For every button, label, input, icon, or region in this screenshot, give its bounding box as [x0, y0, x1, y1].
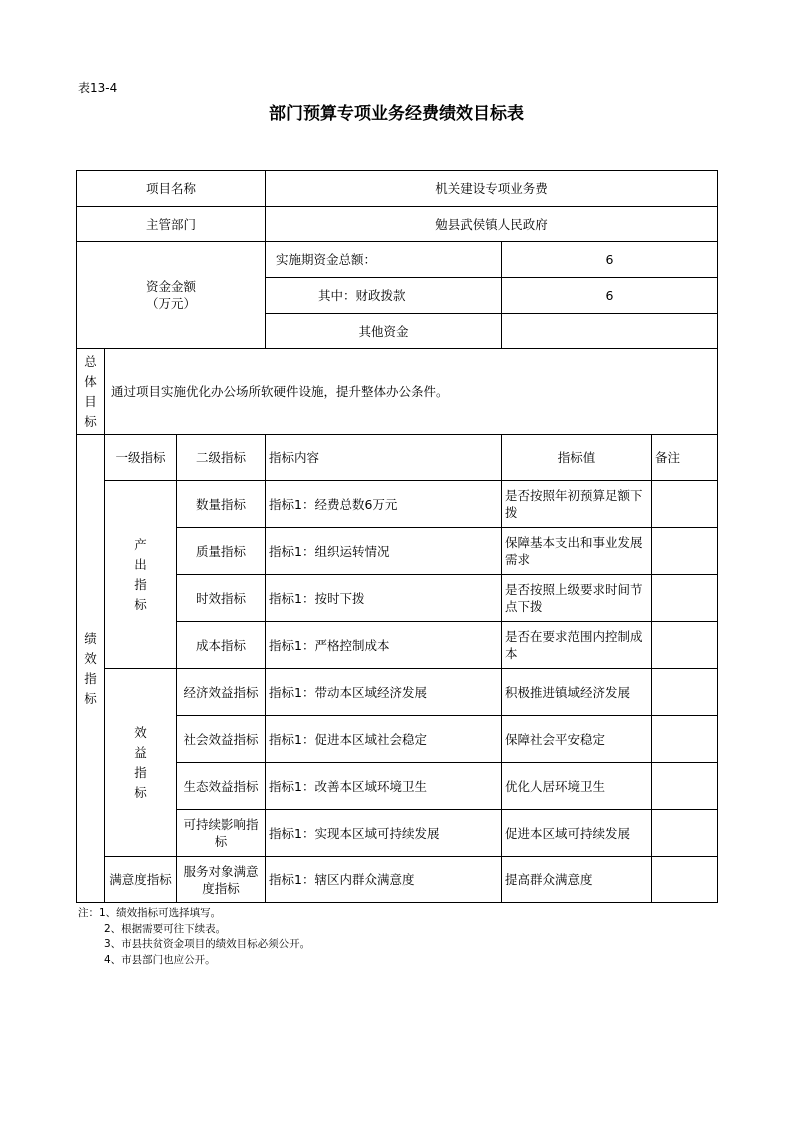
indicator-content: 指标1：改善本区域环境卫生 [266, 763, 502, 810]
performance-indicator-label [77, 435, 105, 903]
indicator-remark [652, 481, 718, 528]
fund-fiscal-value: 6 [502, 278, 718, 314]
header-level2: 二级指标 [177, 435, 266, 481]
indicator-value: 优化人居环境卫生 [502, 763, 652, 810]
department-label: 主管部门 [77, 207, 266, 242]
overall-target-row [77, 349, 718, 435]
indicator-content: 指标1：经费总数6万元 [266, 481, 502, 528]
indicator-content: 指标1：带动本区域经济发展 [266, 669, 502, 716]
fund-amount-label-line2: （万元） [146, 296, 197, 311]
department-row [77, 207, 718, 242]
indicator-remark [652, 763, 718, 810]
fund-fiscal-label: 其中：财政拨款 [266, 278, 502, 314]
header-remark: 备注 [652, 435, 718, 481]
project-name-row [77, 171, 718, 207]
indicator-content: 指标1：辖区内群众满意度 [266, 857, 502, 903]
indicator-remark [652, 810, 718, 857]
indicator-content: 指标1：严格控制成本 [266, 622, 502, 669]
indicator-level2: 质量指标 [177, 528, 266, 575]
fund-amount-label [77, 242, 266, 349]
department-value: 勉县武侯镇人民政府 [266, 207, 718, 242]
header-level1: 一级指标 [105, 435, 177, 481]
indicator-value: 提高群众满意度 [502, 857, 652, 903]
indicator-remark [652, 622, 718, 669]
indicator-level2: 成本指标 [177, 622, 266, 669]
indicator-value: 是否按照年初预算足额下拨 [502, 481, 652, 528]
fund-total-value: 6 [502, 242, 718, 278]
indicator-header-row [77, 435, 718, 481]
table-number: 表13-4 [78, 81, 118, 95]
footnote-item: 3、市县扶贫资金项目的绩效目标必须公开。 [104, 938, 311, 950]
fund-other-label: 其他资金 [266, 314, 502, 349]
satisfaction-indicator-label: 满意度指标 [105, 857, 177, 903]
overall-target-label [77, 349, 105, 435]
indicator-content: 指标1：促进本区域社会稳定 [266, 716, 502, 763]
performance-target-table [76, 170, 718, 903]
indicator-value: 积极推进镇域经济发展 [502, 669, 652, 716]
fund-total-row [77, 242, 718, 278]
indicator-value: 是否按照上级要求时间节点下拨 [502, 575, 652, 622]
benefit-indicator-label [105, 669, 177, 857]
indicator-remark [652, 669, 718, 716]
indicator-remark [652, 857, 718, 903]
indicator-remark [652, 575, 718, 622]
indicator-level2: 时效指标 [177, 575, 266, 622]
indicator-row [77, 857, 718, 903]
header-value: 指标值 [502, 435, 652, 481]
footnote-item: 4、市县部门也应公开。 [104, 953, 216, 966]
indicator-value: 保障基本支出和事业发展需求 [502, 528, 652, 575]
indicator-content: 指标1：实现本区域可持续发展 [266, 810, 502, 857]
performance-indicator-label-text: 绩效指标 [84, 630, 97, 706]
project-name-value: 机关建设专项业务费 [266, 171, 718, 207]
indicator-level2: 服务对象满意度指标 [177, 857, 266, 903]
indicator-value: 促进本区域可持续发展 [502, 810, 652, 857]
overall-target-label-text: 总体目标 [84, 353, 97, 429]
indicator-row [77, 669, 718, 716]
indicator-value: 是否在要求范围内控制成本 [502, 622, 652, 669]
indicator-level2: 社会效益指标 [177, 716, 266, 763]
footnote-item: 2、根据需要可往下续表。 [104, 922, 227, 935]
footnote-item: 注：1、绩效指标可选择填写。 [78, 907, 222, 919]
indicator-level2: 可持续影响指标 [177, 810, 266, 857]
project-name-label: 项目名称 [77, 171, 266, 207]
indicator-level2: 数量指标 [177, 481, 266, 528]
fund-other-value [502, 314, 718, 349]
indicator-level2: 生态效益指标 [177, 763, 266, 810]
footnotes [78, 906, 310, 968]
output-indicator-label-text: 产出指标 [134, 536, 147, 612]
indicator-remark [652, 716, 718, 763]
overall-target-text: 通过项目实施优化办公场所软硬件设施，提升整体办公条件。 [105, 349, 718, 435]
indicator-row [77, 481, 718, 528]
fund-total-label: 实施期资金总额： [266, 242, 502, 278]
benefit-indicator-label-text: 效益指标 [134, 724, 147, 800]
output-indicator-label [105, 481, 177, 669]
page-title: 部门预算专项业务经费绩效目标表 [269, 104, 524, 124]
indicator-content: 指标1：按时下拨 [266, 575, 502, 622]
header-content: 指标内容 [266, 435, 502, 481]
indicator-remark [652, 528, 718, 575]
fund-amount-label-line1: 资金金额 [146, 279, 197, 294]
indicator-content: 指标1：组织运转情况 [266, 528, 502, 575]
indicator-value: 保障社会平安稳定 [502, 716, 652, 763]
indicator-level2: 经济效益指标 [177, 669, 266, 716]
